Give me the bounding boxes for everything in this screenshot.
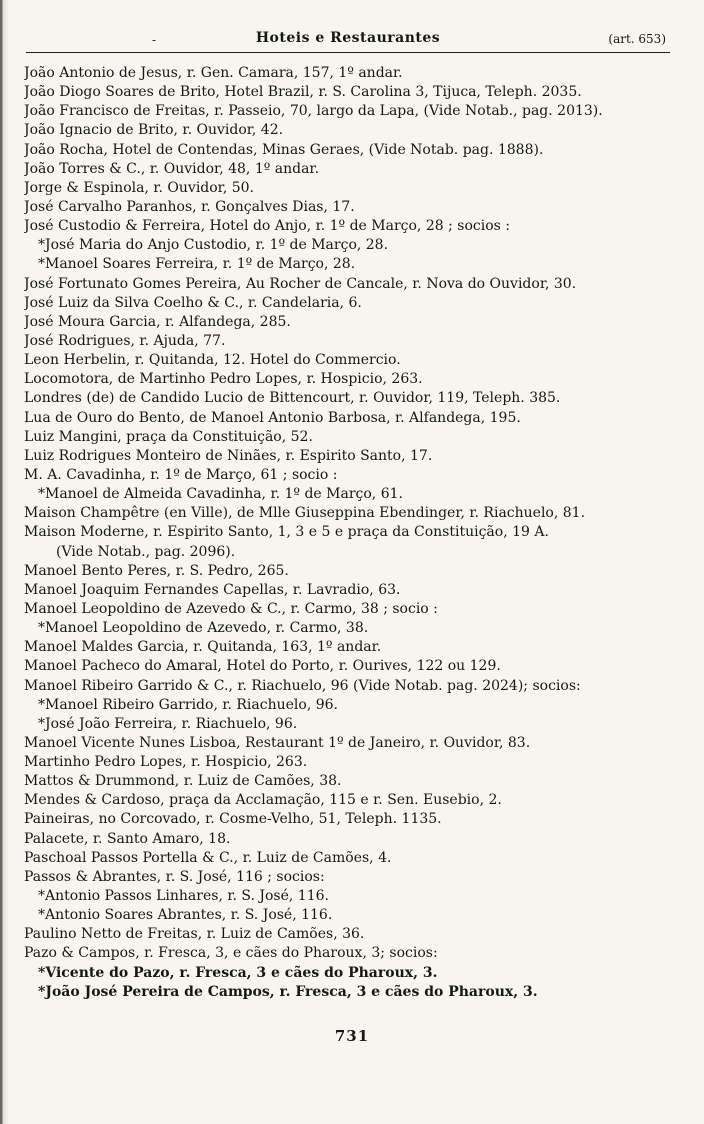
directory-subentry: *Manoel Ribeiro Garrido, r. Riachuelo, 96. xyxy=(38,696,338,713)
directory-entry: Manoel Maldes Garcia, r. Quitanda, 163, 1º andar. xyxy=(24,639,382,656)
directory-entry: Manoel Pacheco do Amaral, Hotel do Porto, r. Ourives, 122 ou 129. xyxy=(24,658,501,675)
directory-subentry: *Manoel Leopoldino de Azevedo, r. Carmo, 38. xyxy=(38,620,369,637)
directory-entry: João Antonio de Jesus, r. Gen. Camara, 157, 1º andar. xyxy=(24,65,403,81)
directory-entry: José Fortunato Gomes Pereira, Au Rocher de Cancale, r. Nova do Ouvidor, 30. xyxy=(24,275,577,292)
directory-subentry: *João José Pereira de Campos, r. Fresca, 3 e cães do Pharoux, 3. xyxy=(38,983,538,1000)
directory-entry: Passos & Abrantes, r. S. José, 116 ; socios: xyxy=(24,868,325,885)
directory-entry: José Rodrigues, r. Ajuda, 77. xyxy=(24,332,226,349)
directory-entry: Mendes & Cardoso, praça da Acclamação, 115 e r. Sen. Eusebio, 2. xyxy=(24,792,502,809)
directory-entry: Locomotora, de Martinho Pedro Lopes, r. Hospicio, 263. xyxy=(24,371,423,388)
directory-entry: José Moura Garcia, r. Alfandega, 285. xyxy=(24,313,291,330)
header-dash: - xyxy=(152,33,157,47)
directory-subentry: *Antonio Soares Abrantes, r. S. José, 116. xyxy=(38,907,333,924)
directory-entry: João Francisco de Freitas, r. Passeio, 70, largo da Lapa, (Vide Notab., pag. 2013). xyxy=(24,103,603,120)
directory-entry: José Carvalho Paranhos, r. Gonçalves Dias, 17. xyxy=(24,198,355,215)
directory-entry: João Rocha, Hotel de Contendas, Minas Geraes, (Vide Notab. pag. 1888). xyxy=(24,141,544,158)
directory-entry: Londres (de) de Candido Lucio de Bittencourt, r. Ouvidor, 119, Teleph. 385. xyxy=(24,390,561,407)
directory-entry: Paulino Netto de Freitas, r. Luiz de Camões, 36. xyxy=(24,926,365,943)
binding-edge xyxy=(0,0,9,1124)
directory-subentry: *Vicente do Pazo, r. Fresca, 3 e cães do Pharoux, 3. xyxy=(38,964,438,981)
directory-entry: Paschoal Passos Portella & C., r. Luiz de Camões, 4. xyxy=(24,849,392,866)
directory-entry: Manoel Leopoldino de Azevedo & C., r. Carmo, 38 ; socio : xyxy=(24,600,438,617)
directory-entries xyxy=(24,64,664,1002)
directory-entry: João Diogo Soares de Brito, Hotel Brazil, r. S. Carolina 3, Tijuca, Teleph. 2035. xyxy=(24,84,582,101)
directory-entry: Mattos & Drummond, r. Luiz de Camões, 38. xyxy=(24,773,342,790)
directory-entry: Luiz Rodrigues Monteiro de Ninães, r. Espirito Santo, 17. xyxy=(24,447,433,464)
directory-entry: Palacete, r. Santo Amaro, 18. xyxy=(24,830,231,847)
directory-subentry: *Manoel Soares Ferreira, r. 1º de Março, 28. xyxy=(38,256,356,273)
directory-entry: João Torres & C., r. Ouvidor, 48, 1º andar. xyxy=(24,160,320,177)
directory-entry: Maison Moderne, r. Espirito Santo, 1, 3 e 5 e praça da Constituição, 19 A. xyxy=(24,524,549,541)
directory-entry: Paineiras, no Corcovado, r. Cosme-Velho, 51, Teleph. 1135. xyxy=(24,811,442,828)
directory-subentry: *Manoel de Almeida Cavadinha, r. 1º de Março, 61. xyxy=(38,486,403,503)
directory-subentry: *José Maria do Anjo Custodio, r. 1º de Março, 28. xyxy=(38,237,389,254)
directory-entry: Manoel Vicente Nunes Lisboa, Restaurant 1º de Janeiro, r. Ouvidor, 83. xyxy=(24,734,531,751)
directory-entry: José Custodio & Ferreira, Hotel do Anjo, r. 1º de Março, 28 ; socios : xyxy=(24,218,510,235)
directory-entry: Manoel Joaquim Fernandes Capellas, r. Lavradio, 63. xyxy=(24,581,401,598)
directory-entry: Jorge & Espinola, r. Ouvidor, 50. xyxy=(24,179,255,196)
page-number: 731 xyxy=(334,1027,370,1045)
page-title: Hoteis e Restaurantes xyxy=(255,30,441,46)
directory-entry: M. A. Cavadinha, r. 1º de Março, 61 ; socio : xyxy=(24,466,338,483)
directory-entry: Manoel Ribeiro Garrido & C., r. Riachuelo, 96 (Vide Notab. pag. 2024); socios: xyxy=(24,677,581,694)
directory-subentry: *José João Ferreira, r. Riachuelo, 96. xyxy=(38,715,298,732)
directory-subentry: *Antonio Passos Linhares, r. S. José, 116. xyxy=(38,888,329,905)
directory-entry: Martinho Pedro Lopes, r. Hospicio, 263. xyxy=(24,754,308,771)
directory-entry: Pazo & Campos, r. Fresca, 3, e cães do Pharoux, 3; socios: xyxy=(24,945,438,962)
directory-entry: Luiz Mangini, praça da Constituição, 52. xyxy=(24,428,313,445)
directory-entry: José Luiz da Silva Coelho & C., r. Candelaria, 6. xyxy=(24,294,362,311)
directory-entry: Maison Champêtre (en Ville), de Mlle Giuseppina Ebendinger, r. Riachuelo, 81. xyxy=(24,505,586,522)
directory-entry: João Ignacio de Brito, r. Ouvidor, 42. xyxy=(24,122,284,139)
page-header xyxy=(26,26,670,53)
directory-subentry: (Vide Notab., pag. 2096). xyxy=(56,543,236,560)
directory-entry: Lua de Ouro do Bento, de Manoel Antonio Barbosa, r. Alfandega, 195. xyxy=(24,409,521,426)
directory-entry: Manoel Bento Peres, r. S. Pedro, 265. xyxy=(24,562,289,579)
directory-entry: Leon Herbelin, r. Quitanda, 12. Hotel do Commercio. xyxy=(24,352,401,369)
section-reference: (art. 653) xyxy=(608,32,666,46)
